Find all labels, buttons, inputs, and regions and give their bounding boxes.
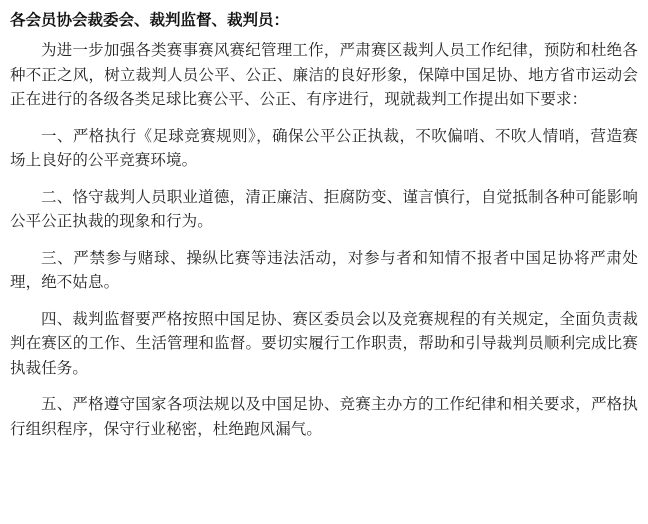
- requirement-item-3: 三、严禁参与赌球、操纵比赛等违法活动，对参与者和知情不报者中国足协将严肃处理，绝不姑息。: [10, 248, 638, 291]
- requirement-item-2: 二、恪守裁判人员职业道德，清正廉洁、拒腐防变、谨言慎行，自觉抵制各种可能影响公平公正执裁的现象和行为。: [10, 187, 638, 230]
- intro-paragraph: 为进一步加强各类赛事赛风赛纪管理工作，严肃赛区裁判人员工作纪律，预防和杜绝各种不正之风，树立裁判人员公平、公正、廉洁的良好形象，保障中国足协、地方省市运动会正在进行的各级各类足球比赛公平、公正、有序进行，现就裁判工作提出如下要求：: [10, 41, 638, 108]
- requirement-item-4: 四、裁判监督要严格按照中国足协、赛区委员会以及竞赛规程的有关规定，全面负责裁判在赛区的工作、生活管理和监督。要切实履行工作职责，帮助和引导裁判员顺利完成比赛执裁任务。: [10, 309, 638, 377]
- salutation-heading: 各会员协会裁委会、裁判监督、裁判员：: [10, 11, 290, 29]
- requirement-item-1: 一、严格执行《足球竞赛规则》，确保公平公正执裁，不吹偏哨、不吹人情哨，营造赛场上良好的公平竞赛环境。: [10, 126, 638, 169]
- requirement-item-5: 五、严格遵守国家各项法规以及中国足协、竞赛主办方的工作纪律和相关要求，严格执行组织程序，保守行业秘密，杜绝跑风漏气。: [10, 395, 638, 438]
